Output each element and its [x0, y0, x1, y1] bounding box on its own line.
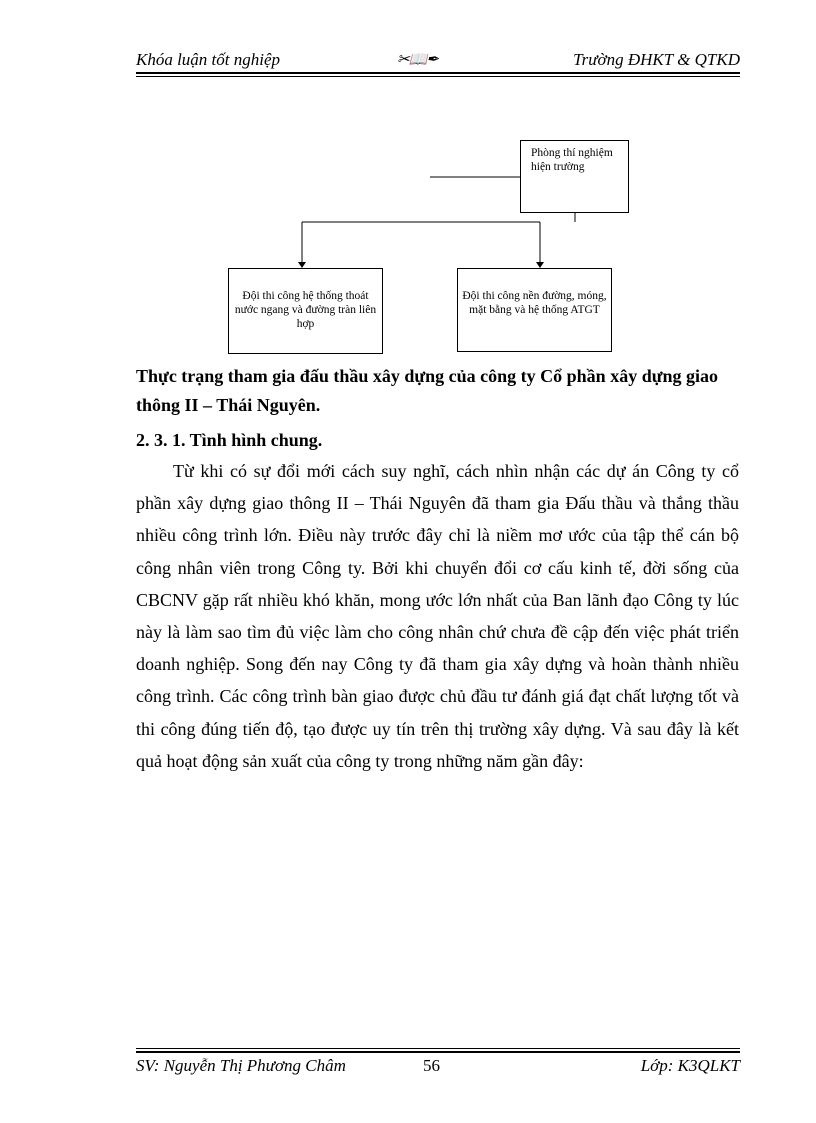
- diagram-box-drainage-team: Đội thi công hệ thống thoát nước ngang và đường tràn liên hợp: [228, 268, 383, 354]
- footer-rule-thick: [136, 1051, 740, 1053]
- diagram-box-lab: Phòng thí nghiệm hiện trường: [520, 140, 629, 213]
- org-diagram-lines: [0, 0, 816, 400]
- body-paragraph: Từ khi có sự đổi mới cách suy nghĩ, cách nhìn nhận các dự án Công ty cổ phần xây dựng giao thông II – Thái Nguyên đã tham gia Đấu thầu và thắng thầu nhiều công trình lớn. Điều này trước đây chỉ là niềm mơ ước của tập thể cán bộ công nhân viên trong Công ty. Bởi khi chuyển đổi cơ cấu kinh tế, đời sống của CBCNV gặp rất nhiều khó khăn, mong ước lớn nhất của Ban lãnh đạo Công ty lúc này là làm sao tìm đủ việc làm cho công nhân chứ chưa đề cập đến việc phát triển doanh nghiệp. Song đến nay Công ty đã tham gia xây dựng và hoàn thành nhiều công trình. Các công trình bàn giao được chủ đầu tư đánh giá đạt chất lượng tốt và thi công đúng tiến độ, tạo được uy tín trên thị trường xây dựng. Và sau đây là kết quả hoạt động sản xuất của công ty trong những năm gần đây:: [136, 461, 739, 771]
- section-title: Thực trạng tham gia đấu thầu xây dựng của công ty Cổ phần xây dựng giao thông II – Thái Nguyên.: [136, 366, 719, 415]
- section-subtitle: 2. 3. 1. Tình hình chung.: [136, 430, 323, 450]
- footer-class: Lớp: K3QLKT: [640, 1056, 740, 1075]
- footer-rule-thin: [136, 1048, 740, 1049]
- header-left: Khóa luận tốt nghiệp: [136, 50, 281, 69]
- footer-student: SV: Nguyễn Thị Phương Châm: [136, 1056, 346, 1075]
- header-right: Trường ĐHKT & QTKD: [573, 50, 740, 69]
- diagram-box-road-team: Đội thi công nền đường, móng, mặt bằng và hệ thống ATGT: [457, 268, 612, 352]
- page-number: 56: [423, 1056, 440, 1075]
- header-ornament-icon: ✂📖✒: [397, 52, 438, 68]
